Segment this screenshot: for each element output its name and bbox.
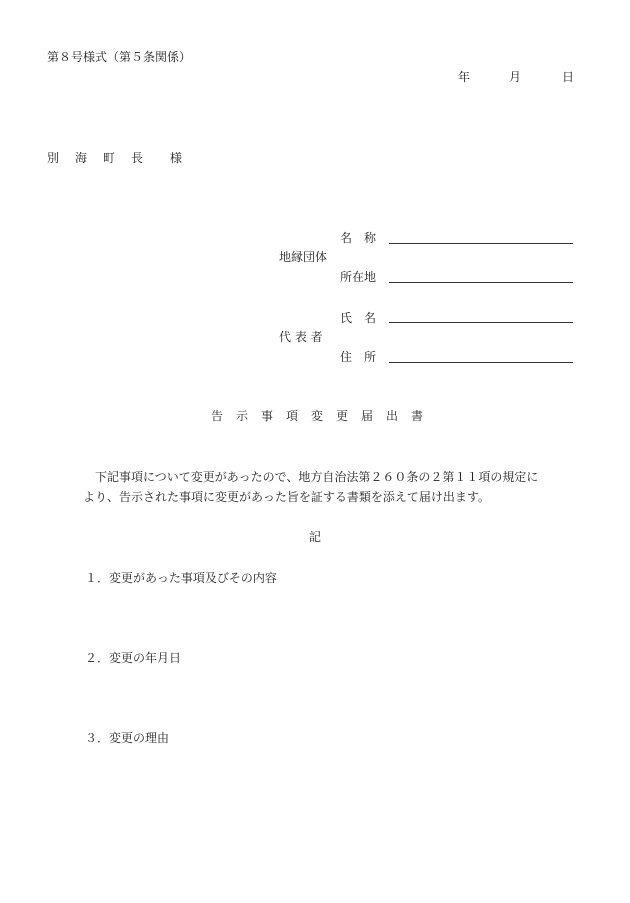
body-line-2: より、告示された事項に変更があった旨を証する書類を添えて届け出ます。 [83, 490, 490, 504]
representative-name-line [389, 322, 573, 323]
date-day-label: 日 [562, 70, 575, 84]
representative-name-label: 氏 名 [340, 311, 377, 325]
representative-address-line [389, 362, 573, 363]
representative-address-label: 住 所 [340, 350, 377, 364]
document-title: 告示事項変更届出書 [211, 409, 437, 423]
addressee-honorific: 様 [170, 151, 183, 165]
organization-name-label: 名 称 [340, 231, 377, 245]
body-line-1: 下記事項について変更があったので、地方自治法第２６０条の２第１１項の規定に [95, 470, 539, 484]
item-change-date: ２．変更の年月日 [85, 651, 182, 665]
organization-address-line [389, 282, 573, 283]
form-number: 第８号様式（第５条関係） [47, 50, 192, 64]
representative-label: 代 表 者 [279, 330, 323, 344]
item-changed-matters: １．変更があった事項及びその内容 [85, 571, 277, 585]
date-month-label: 月 [509, 70, 522, 84]
organization-name-line [389, 243, 573, 244]
item-change-reason: ３．変更の理由 [85, 731, 170, 745]
organization-label: 地縁団体 [279, 250, 328, 264]
ki-heading: 記 [309, 530, 322, 544]
organization-address-label: 所在地 [340, 270, 377, 284]
addressee-name: 別 海 町 長 [47, 151, 146, 165]
date-year-label: 年 [458, 70, 471, 84]
